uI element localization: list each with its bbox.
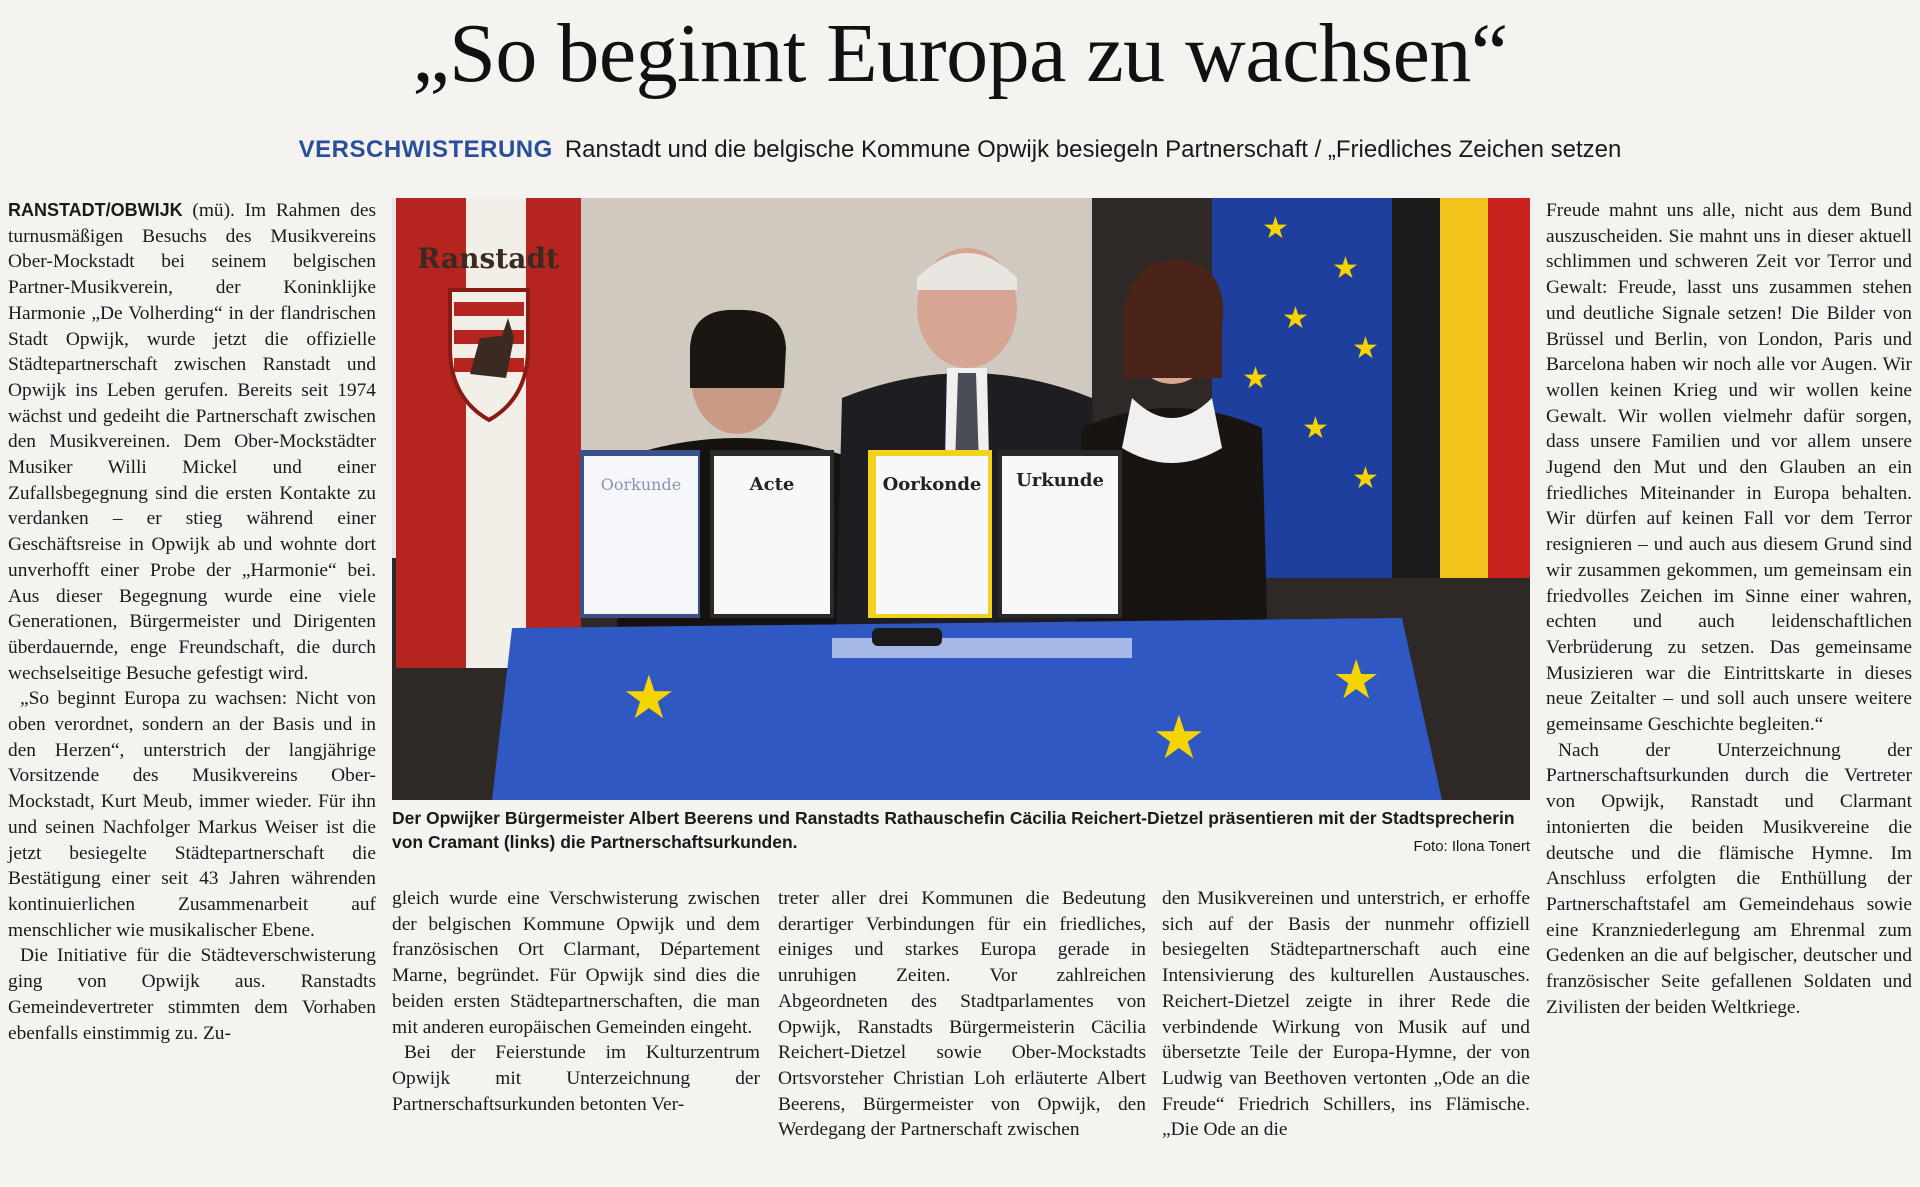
certificate-title: Oorkunde (600, 475, 682, 494)
article-column-2 (392, 886, 760, 1117)
photo-credit: Foto: Ilona Tonert (1413, 838, 1530, 855)
svg-text:★: ★ (1332, 252, 1359, 285)
photo-illustration (392, 198, 1530, 800)
paragraph: den Musikvereinen und unterstrich, er erhoffe sich auf der Basis der nunmehr offiziell besiegelten Städtepartnerschaft auch eine Intensivierung des kulturellen Austausches. Reichert-Dietzel zeigte in ihrer Rede die verbindende Wirkung von Musik auf und übersetzte Teile der Europa-Hymne, der von Ludwig van Beethoven vertonten „Ode an die Freude“ Friedrich Schillers, ins Flämische. „Die Ode an die (1162, 888, 1530, 1141)
certificate-title: Urkunde (1016, 470, 1104, 491)
paragraph: Freude mahnt uns alle, nicht aus dem Bund auszuscheiden. Sie mahnt uns in dieser aktuell schlimmen und schweren Zeit vor Terror und Gewalt: Freude, lasst uns zusammen stehen und deutliche Signale setzen! Die Bilder von Brüssel und Berlin, von London, Paris und Barcelona haben wir noch alle vor Augen. Wir wollen keinen Krieg und wir wollen keine Gewalt. Wir wollen vielmehr dafür sorgen, dass unsere Familien und vor allem unsere Jugend den Mut und den Glauben an ein friedliches Miteinander in Europa behalten. Wir dürfen auf keinen Fall vor dem Terror resignieren – und auch aus diesem Grund sind wir zusammen gekommen, um gemeinsam ein friedvolles Zeichen im Sinne einer wahren, echten und auch leidenschaftlichen Verbrüderung zu setzen. Das gemeinsame Musizieren war die Eintrittskarte in dieses neue Zeitalter – und soll auch unsere weitere gemeinsame Geschichte begleiten.“ (1546, 200, 1912, 736)
photo-caption: Der Opwijker Bürgermeister Albert Beerens und Ranstadts Rathauschefin Cäcilia Reichert-Dietzel präsentieren mit der Stadtsprecherin von Cramant (links) die Partnerschaftsurkunden. (392, 808, 1515, 852)
paragraph: (mü). Im Rahmen des turnusmäßigen Besuchs des Musikvereins Ober-Mockstadt bei seinem belgischen Partner-Musikverein, der Koninklijke Harmonie „De Volherding“ in der flandrischen Stadt Opwijk, wurde jetzt die offizielle Städtepartnerschaft zwischen Ranstadt und Opwijk ins Leben gerufen. Bereits seit 1974 wächst und gedeiht die Partnerschaft zwischen den Musikvereinen. Dem Ober-Mockstädter Musiker Willi Mickel und einer Zufallsbegegnung sind die ersten Kontakte zu verdanken – er stieg während einer Geschäftsreise in Opwijk ab und wohnte dort unverhofft einer Probe der „Harmonie“ bei. Aus dieser Begegnung wurde eine viele Generationen, Bürgermeister und Dirigenten überdauernde, enge Freundschaft, die durch wechselseitige Besuche gefestigt wird. (8, 200, 376, 684)
paragraph: „So beginnt Europa zu wachsen: Nicht von oben verordnet, sondern an der Basis und in den Herzen“, unterstrich der langjährige Vorsitzende des Musikvereins Ober-Mockstadt, Kurt Meub, immer wieder. Für ihn und seinen Nachfolger Markus Weiser ist die jetzt besiegelte Städtepartnerschaft die Bestätigung einer seit 43 Jahren währenden kontinuierlichen Zusammenarbeit auf menschlicher wie musikalischer Ebene. (8, 688, 376, 941)
article-column-3 (778, 886, 1146, 1143)
article-column-5 (1546, 198, 1912, 1021)
certificate-title: Acte (749, 474, 795, 495)
paragraph: Die Initiative für die Städteverschwisterung ging von Opwijk aus. Ranstadts Gemeindevertreter stimmten dem Vorhaben ebenfalls einstimmig zu. Zu- (8, 945, 376, 1044)
svg-text:★: ★ (1282, 302, 1309, 335)
eu-tablecloth (492, 618, 1442, 800)
headline: „So beginnt Europa zu wachsen“ (412, 7, 1508, 100)
svg-text:★: ★ (1352, 462, 1379, 495)
paragraph: Nach der Unterzeichnung der Partnerschaftsurkunden durch die Vertreter von Opwijk, Ranstadt und Clarmant intonierten die beiden Musikvereine die deutsche und die flämische Hymne. Im Anschluss erfolgten die Enthüllung der Partnerschaftstafel am Gemeindehaus sowie eine Kranzniederlegung am Ehrenmal zum Gedenken an die auf belgischer, deutscher und französischer Seite gefallenen Soldaten und Zivilisten der beiden Weltkriege. (1546, 739, 1912, 1018)
certificate-title: Oorkonde (882, 474, 982, 495)
paragraph: treter aller drei Kommunen die Bedeutung derartiger Verbindungen für ein friedliches, einiges und starkes Europa gerade in unruhigen Zeiten. Vor zahlreichen Abgeordneten des Stadtparlamentes von Opwijk, Ranstadts Bürgermeisterin Cäcilia Reichert-Dietzel sowie Ober-Mockstadts Ortsvorsteher Christian Loh erläuterte Albert Beerens, Bürgermeister von Opwijk, den Werdegang der Partnerschaft zwischen (778, 888, 1146, 1141)
svg-text:★: ★ (1242, 362, 1269, 395)
banner-text: Ranstadt (417, 242, 559, 275)
article-column-1 (8, 198, 376, 1046)
svg-text:★: ★ (1332, 650, 1381, 710)
paragraph: Bei der Feierstunde im Kulturzentrum Opwijk mit Unterzeichnung der Partnerschaftsurkunden betonten Ver- (392, 1042, 760, 1115)
subheadline (0, 134, 1920, 166)
svg-text:★: ★ (1352, 332, 1379, 365)
article-photo (392, 198, 1530, 800)
svg-text:★: ★ (1262, 212, 1289, 245)
svg-text:★: ★ (622, 665, 676, 731)
article-column-4 (1162, 886, 1530, 1143)
svg-text:★: ★ (1152, 705, 1206, 771)
svg-text:★: ★ (1302, 412, 1329, 445)
dateline: RANSTADT/OBWIJK (8, 200, 183, 220)
ranstadt-banner (396, 198, 581, 668)
deck-text: Ranstadt und die belgische Kommune Opwijk besiegeln Partnerschaft / „Friedliches Zeichen setzen (564, 136, 1622, 163)
paragraph: gleich wurde eine Verschwisterung zwischen der belgischen Kommune Opwijk und dem französischen Ort Clarmant, Département Marne, begründet. Für Opwijk sind dies die beiden ersten Städtepartnerschaften, die man mit anderen europäischen Gemeinden eingeht. (392, 888, 760, 1038)
kicker-label: VERSCHWISTERUNG (298, 136, 553, 163)
